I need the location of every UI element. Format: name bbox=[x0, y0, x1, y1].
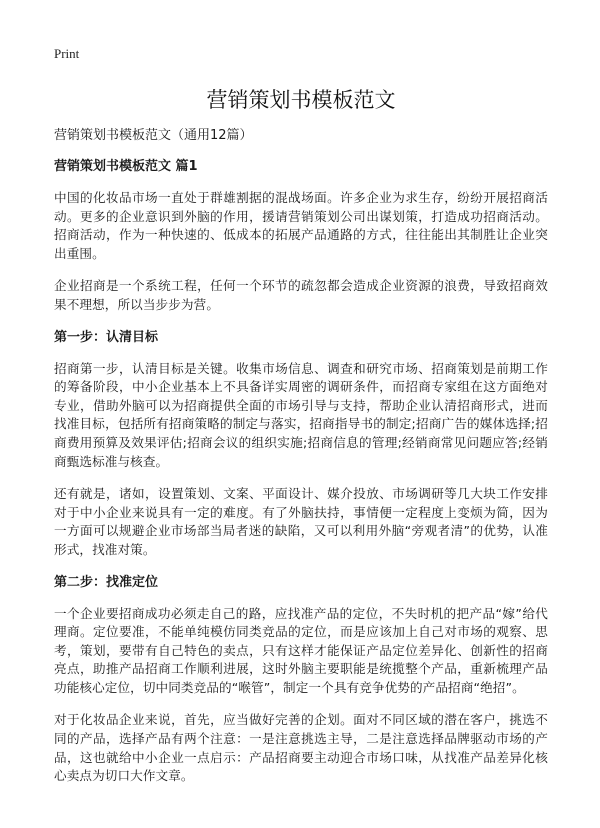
section-heading-step-two: 第二步：找准定位 bbox=[54, 574, 159, 590]
document-subtitle: 营销策划书模板范文（通用12篇） bbox=[54, 128, 253, 143]
paragraph-intro: 中国的化妆品市场一直处于群雄割据的混战场面。许多企业为求生存，纷纷开展招商活动。更多的企业意识到外脑的作用，援请营销策划公司出谋划策，打造成功招商活动。招商活动，作为一种快速的、低成本的拓展产品通路的方式，往往能出其制胜让企业突出重围。 bbox=[54, 190, 548, 261]
paragraph-step-two-positioning: 一个企业要招商成功必须走自己的路，应找准产品的定位，不失时机的把产品“嫁”给代理商。定位要准，不能单纯模仿同类竞品的定位，而是应该加上自己对市场的观察、思考，策划，要带有自己特色的卖点，只有这样才能保证产品定位差异化、创新性的招商亮点，助推产品招商工作顺利进展，这时外脑主要职能是统揽整个产品，重新梳理产品功能核心定位，切中同类竞品的“喉管”，制定一个具有竞争优势的产品招商“绝招”。 bbox=[54, 605, 548, 695]
paragraph-step-one-outside-help: 还有就是，诸如，设置策划、文案、平面设计、媒介投放、市场调研等几大块工作安排对于中小企业来说具有一定的难度。有了外脑扶持，事情便一定程度上变烦为简，因为一方面可以规避企业市场部当局者迷的缺陷，又可以利用外脑“旁观者清”的优势，认准形式，找准对策。 bbox=[54, 486, 548, 557]
article-heading: 营销策划书模板范文 篇1 bbox=[54, 159, 198, 174]
paragraph-system-engineering: 企业招商是一个系统工程，任何一个环节的疏忽都会造成企业资源的浪费，导致招商效果不理想，所以当步步为营。 bbox=[54, 278, 548, 312]
paragraph-step-one-goal: 招商第一步，认清目标是关键。收集市场信息、调查和研究市场、招商策划是前期工作的筹备阶段，中小企业基本上不具备详实周密的调研条件，而招商专家组在这方面绝对专业，借助外脑可以为招商提供全面的市场引导与支持，帮助企业认清招商形式，进而找准目标，包括所有招商策略的制定与落实，招商指导书的制定;招商广告的媒体选择;招商费用预算及效果评估;招商会议的组织实施;招商信息的管理;经销商常见问题应答;经销商甄选标准与核查。 bbox=[54, 360, 548, 469]
section-heading-step-one: 第一步：认清目标 bbox=[54, 329, 159, 345]
page-title: 营销策划书模板范文 bbox=[206, 88, 396, 112]
print-link[interactable]: Print bbox=[54, 46, 80, 61]
paragraph-step-two-planning: 对于化妆品企业来说，首先，应当做好完善的企划。面对不同区域的潜在客户，挑选不同的产品，选择产品有两个注意：一是注意挑选主导，二是注意选择品牌驱动市场的产品，这也就给中小企业一点启示：产品招商要主动迎合市场口味，从找准产品差异化核心卖点为切口大作文章。 bbox=[54, 712, 548, 784]
